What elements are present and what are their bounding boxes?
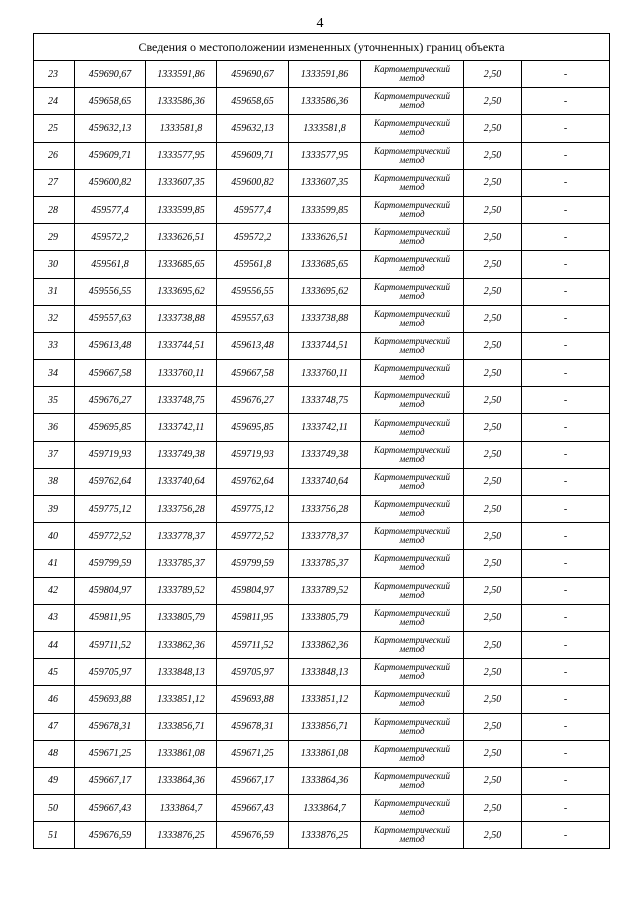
point-number-cell: 46 [34,686,75,713]
refined-y-cell: 1333742,11 [289,414,361,441]
accuracy-cell: 2,50 [464,686,522,713]
refined-x-cell: 459676,27 [217,387,289,414]
description-cell: - [522,251,610,278]
existing-x-cell: 459658,65 [75,88,146,115]
refined-x-cell: 459775,12 [217,496,289,523]
refined-x-cell: 459695,85 [217,414,289,441]
refined-x-cell: 459667,17 [217,767,289,794]
existing-x-cell: 459556,55 [75,278,146,305]
refined-x-cell: 459667,58 [217,360,289,387]
existing-x-cell: 459561,8 [75,251,146,278]
method-cell: Картометрический метод [361,305,464,332]
table-row [34,713,610,740]
method-cell: Картометрический метод [361,496,464,523]
refined-y-cell: 1333577,95 [289,142,361,169]
existing-x-cell: 459577,4 [75,196,146,223]
method-cell: Картометрический метод [361,414,464,441]
accuracy-cell: 2,50 [464,740,522,767]
existing-x-cell: 459711,52 [75,631,146,658]
table-row [34,278,610,305]
refined-x-cell: 459690,67 [217,61,289,88]
refined-y-cell: 1333591,86 [289,61,361,88]
accuracy-cell: 2,50 [464,795,522,822]
method-cell: Картометрический метод [361,686,464,713]
refined-y-cell: 1333789,52 [289,577,361,604]
existing-y-cell: 1333586,36 [146,88,217,115]
point-number-cell: 34 [34,360,75,387]
existing-y-cell: 1333862,36 [146,631,217,658]
accuracy-cell: 2,50 [464,224,522,251]
description-cell: - [522,142,610,169]
point-number-cell: 41 [34,550,75,577]
refined-y-cell: 1333581,8 [289,115,361,142]
accuracy-cell: 2,50 [464,332,522,359]
refined-x-cell: 459561,8 [217,251,289,278]
accuracy-cell: 2,50 [464,468,522,495]
point-number-cell: 23 [34,61,75,88]
description-cell: - [522,387,610,414]
refined-y-cell: 1333738,88 [289,305,361,332]
refined-x-cell: 459557,63 [217,305,289,332]
table-row [34,659,610,686]
point-number-cell: 35 [34,387,75,414]
refined-y-cell: 1333862,36 [289,631,361,658]
table-row [34,224,610,251]
accuracy-cell: 2,50 [464,604,522,631]
table-row [34,496,610,523]
refined-y-cell: 1333626,51 [289,224,361,251]
existing-y-cell: 1333848,13 [146,659,217,686]
refined-x-cell: 459676,59 [217,822,289,849]
refined-y-cell: 1333861,08 [289,740,361,767]
table-row [34,61,610,88]
existing-y-cell: 1333756,28 [146,496,217,523]
table-row [34,604,610,631]
method-cell: Картометрический метод [361,795,464,822]
refined-y-cell: 1333805,79 [289,604,361,631]
description-cell: - [522,224,610,251]
refined-x-cell: 459678,31 [217,713,289,740]
table-row [34,414,610,441]
refined-x-cell: 459693,88 [217,686,289,713]
accuracy-cell: 2,50 [464,387,522,414]
accuracy-cell: 2,50 [464,251,522,278]
existing-y-cell: 1333876,25 [146,822,217,849]
description-cell: - [522,196,610,223]
description-cell: - [522,795,610,822]
refined-y-cell: 1333599,85 [289,196,361,223]
point-number-cell: 49 [34,767,75,794]
accuracy-cell: 2,50 [464,523,522,550]
refined-y-cell: 1333749,38 [289,441,361,468]
method-cell: Картометрический метод [361,332,464,359]
refined-x-cell: 459577,4 [217,196,289,223]
existing-x-cell: 459705,97 [75,659,146,686]
description-cell: - [522,441,610,468]
existing-x-cell: 459693,88 [75,686,146,713]
existing-y-cell: 1333785,37 [146,550,217,577]
accuracy-cell: 2,50 [464,441,522,468]
refined-y-cell: 1333748,75 [289,387,361,414]
description-cell: - [522,822,610,849]
description-cell: - [522,332,610,359]
refined-y-cell: 1333695,62 [289,278,361,305]
point-number-cell: 40 [34,523,75,550]
description-cell: - [522,713,610,740]
table-row [34,523,610,550]
accuracy-cell: 2,50 [464,496,522,523]
refined-x-cell: 459667,43 [217,795,289,822]
existing-y-cell: 1333738,88 [146,305,217,332]
point-number-cell: 25 [34,115,75,142]
method-cell: Картометрический метод [361,631,464,658]
existing-x-cell: 459811,95 [75,604,146,631]
method-cell: Картометрический метод [361,523,464,550]
refined-x-cell: 459762,64 [217,468,289,495]
table-row [34,468,610,495]
table-row [34,332,610,359]
refined-x-cell: 459600,82 [217,169,289,196]
existing-y-cell: 1333856,71 [146,713,217,740]
accuracy-cell: 2,50 [464,631,522,658]
point-number-cell: 51 [34,822,75,849]
description-cell: - [522,169,610,196]
point-number-cell: 29 [34,224,75,251]
refined-y-cell: 1333856,71 [289,713,361,740]
description-cell: - [522,278,610,305]
method-cell: Картометрический метод [361,659,464,686]
refined-y-cell: 1333586,36 [289,88,361,115]
existing-y-cell: 1333864,7 [146,795,217,822]
table-row [34,196,610,223]
boundary-table [33,33,610,849]
refined-y-cell: 1333785,37 [289,550,361,577]
refined-x-cell: 459772,52 [217,523,289,550]
existing-y-cell: 1333742,11 [146,414,217,441]
refined-y-cell: 1333876,25 [289,822,361,849]
description-cell: - [522,88,610,115]
existing-x-cell: 459671,25 [75,740,146,767]
existing-x-cell: 459690,67 [75,61,146,88]
point-number-cell: 48 [34,740,75,767]
method-cell: Картометрический метод [361,441,464,468]
refined-y-cell: 1333760,11 [289,360,361,387]
existing-x-cell: 459667,58 [75,360,146,387]
existing-x-cell: 459678,31 [75,713,146,740]
method-cell: Картометрический метод [361,251,464,278]
point-number-cell: 37 [34,441,75,468]
existing-x-cell: 459762,64 [75,468,146,495]
table-row [34,387,610,414]
existing-y-cell: 1333748,75 [146,387,217,414]
table-row [34,795,610,822]
existing-y-cell: 1333626,51 [146,224,217,251]
point-number-cell: 30 [34,251,75,278]
existing-x-cell: 459557,63 [75,305,146,332]
refined-y-cell: 1333848,13 [289,659,361,686]
table-header-row [34,34,610,61]
point-number-cell: 31 [34,278,75,305]
existing-x-cell: 459799,59 [75,550,146,577]
table-row [34,251,610,278]
description-cell: - [522,740,610,767]
refined-y-cell: 1333685,65 [289,251,361,278]
method-cell: Картометрический метод [361,550,464,577]
description-cell: - [522,496,610,523]
point-number-cell: 42 [34,577,75,604]
existing-x-cell: 459667,17 [75,767,146,794]
method-cell: Картометрический метод [361,604,464,631]
accuracy-cell: 2,50 [464,822,522,849]
refined-y-cell: 1333740,64 [289,468,361,495]
table-row [34,631,610,658]
point-number-cell: 38 [34,468,75,495]
accuracy-cell: 2,50 [464,659,522,686]
existing-y-cell: 1333685,65 [146,251,217,278]
method-cell: Картометрический метод [361,360,464,387]
accuracy-cell: 2,50 [464,115,522,142]
method-cell: Картометрический метод [361,713,464,740]
description-cell: - [522,686,610,713]
point-number-cell: 28 [34,196,75,223]
description-cell: - [522,523,610,550]
existing-y-cell: 1333577,95 [146,142,217,169]
refined-x-cell: 459705,97 [217,659,289,686]
description-cell: - [522,115,610,142]
existing-y-cell: 1333695,62 [146,278,217,305]
point-number-cell: 47 [34,713,75,740]
point-number-cell: 27 [34,169,75,196]
table-row [34,767,610,794]
existing-y-cell: 1333744,51 [146,332,217,359]
refined-y-cell: 1333864,36 [289,767,361,794]
table-row [34,305,610,332]
refined-x-cell: 459804,97 [217,577,289,604]
table-row [34,360,610,387]
existing-x-cell: 459676,59 [75,822,146,849]
existing-y-cell: 1333749,38 [146,441,217,468]
accuracy-cell: 2,50 [464,196,522,223]
method-cell: Картометрический метод [361,577,464,604]
refined-y-cell: 1333864,7 [289,795,361,822]
existing-x-cell: 459772,52 [75,523,146,550]
point-number-cell: 39 [34,496,75,523]
description-cell: - [522,659,610,686]
refined-x-cell: 459719,93 [217,441,289,468]
method-cell: Картометрический метод [361,767,464,794]
description-cell: - [522,604,610,631]
point-number-cell: 50 [34,795,75,822]
refined-x-cell: 459711,52 [217,631,289,658]
description-cell: - [522,577,610,604]
table-row [34,169,610,196]
existing-y-cell: 1333789,52 [146,577,217,604]
accuracy-cell: 2,50 [464,278,522,305]
method-cell: Картометрический метод [361,740,464,767]
table-row [34,142,610,169]
description-cell: - [522,767,610,794]
method-cell: Картометрический метод [361,224,464,251]
refined-y-cell: 1333851,12 [289,686,361,713]
existing-x-cell: 459804,97 [75,577,146,604]
refined-x-cell: 459609,71 [217,142,289,169]
existing-y-cell: 1333581,8 [146,115,217,142]
method-cell: Картометрический метод [361,142,464,169]
point-number-cell: 45 [34,659,75,686]
point-number-cell: 26 [34,142,75,169]
refined-x-cell: 459556,55 [217,278,289,305]
accuracy-cell: 2,50 [464,142,522,169]
existing-y-cell: 1333760,11 [146,360,217,387]
existing-y-cell: 1333740,64 [146,468,217,495]
existing-y-cell: 1333851,12 [146,686,217,713]
refined-x-cell: 459632,13 [217,115,289,142]
refined-y-cell: 1333778,37 [289,523,361,550]
refined-y-cell: 1333744,51 [289,332,361,359]
accuracy-cell: 2,50 [464,61,522,88]
existing-x-cell: 459632,13 [75,115,146,142]
refined-x-cell: 459572,2 [217,224,289,251]
existing-y-cell: 1333607,35 [146,169,217,196]
accuracy-cell: 2,50 [464,414,522,441]
refined-x-cell: 459613,48 [217,332,289,359]
refined-x-cell: 459658,65 [217,88,289,115]
table-row [34,686,610,713]
table-row [34,577,610,604]
existing-x-cell: 459775,12 [75,496,146,523]
refined-y-cell: 1333756,28 [289,496,361,523]
method-cell: Картометрический метод [361,169,464,196]
accuracy-cell: 2,50 [464,169,522,196]
existing-x-cell: 459695,85 [75,414,146,441]
point-number-cell: 43 [34,604,75,631]
refined-x-cell: 459799,59 [217,550,289,577]
page-number: 4 [316,16,324,31]
existing-x-cell: 459719,93 [75,441,146,468]
existing-y-cell: 1333599,85 [146,196,217,223]
existing-y-cell: 1333778,37 [146,523,217,550]
accuracy-cell: 2,50 [464,713,522,740]
table-row [34,822,610,849]
accuracy-cell: 2,50 [464,360,522,387]
refined-x-cell: 459811,95 [217,604,289,631]
method-cell: Картометрический метод [361,822,464,849]
point-number-cell: 44 [34,631,75,658]
method-cell: Картометрический метод [361,196,464,223]
description-cell: - [522,631,610,658]
existing-y-cell: 1333864,36 [146,767,217,794]
refined-x-cell: 459671,25 [217,740,289,767]
description-cell: - [522,305,610,332]
description-cell: - [522,360,610,387]
accuracy-cell: 2,50 [464,767,522,794]
method-cell: Картометрический метод [361,278,464,305]
refined-y-cell: 1333607,35 [289,169,361,196]
table-row [34,740,610,767]
method-cell: Картометрический метод [361,88,464,115]
existing-y-cell: 1333805,79 [146,604,217,631]
table-title: Сведения о местоположении измененных (уточненных) границ объекта [34,34,610,61]
description-cell: - [522,550,610,577]
table-row [34,441,610,468]
method-cell: Картометрический метод [361,387,464,414]
accuracy-cell: 2,50 [464,88,522,115]
existing-x-cell: 459609,71 [75,142,146,169]
existing-x-cell: 459676,27 [75,387,146,414]
description-cell: - [522,468,610,495]
table-row [34,88,610,115]
accuracy-cell: 2,50 [464,305,522,332]
description-cell: - [522,414,610,441]
table-row [34,550,610,577]
existing-x-cell: 459572,2 [75,224,146,251]
method-cell: Картометрический метод [361,468,464,495]
accuracy-cell: 2,50 [464,550,522,577]
existing-x-cell: 459667,43 [75,795,146,822]
existing-x-cell: 459600,82 [75,169,146,196]
existing-y-cell: 1333861,08 [146,740,217,767]
description-cell: - [522,61,610,88]
existing-x-cell: 459613,48 [75,332,146,359]
point-number-cell: 33 [34,332,75,359]
accuracy-cell: 2,50 [464,577,522,604]
method-cell: Картометрический метод [361,61,464,88]
point-number-cell: 32 [34,305,75,332]
method-cell: Картометрический метод [361,115,464,142]
table-row [34,115,610,142]
point-number-cell: 36 [34,414,75,441]
existing-y-cell: 1333591,86 [146,61,217,88]
point-number-cell: 24 [34,88,75,115]
